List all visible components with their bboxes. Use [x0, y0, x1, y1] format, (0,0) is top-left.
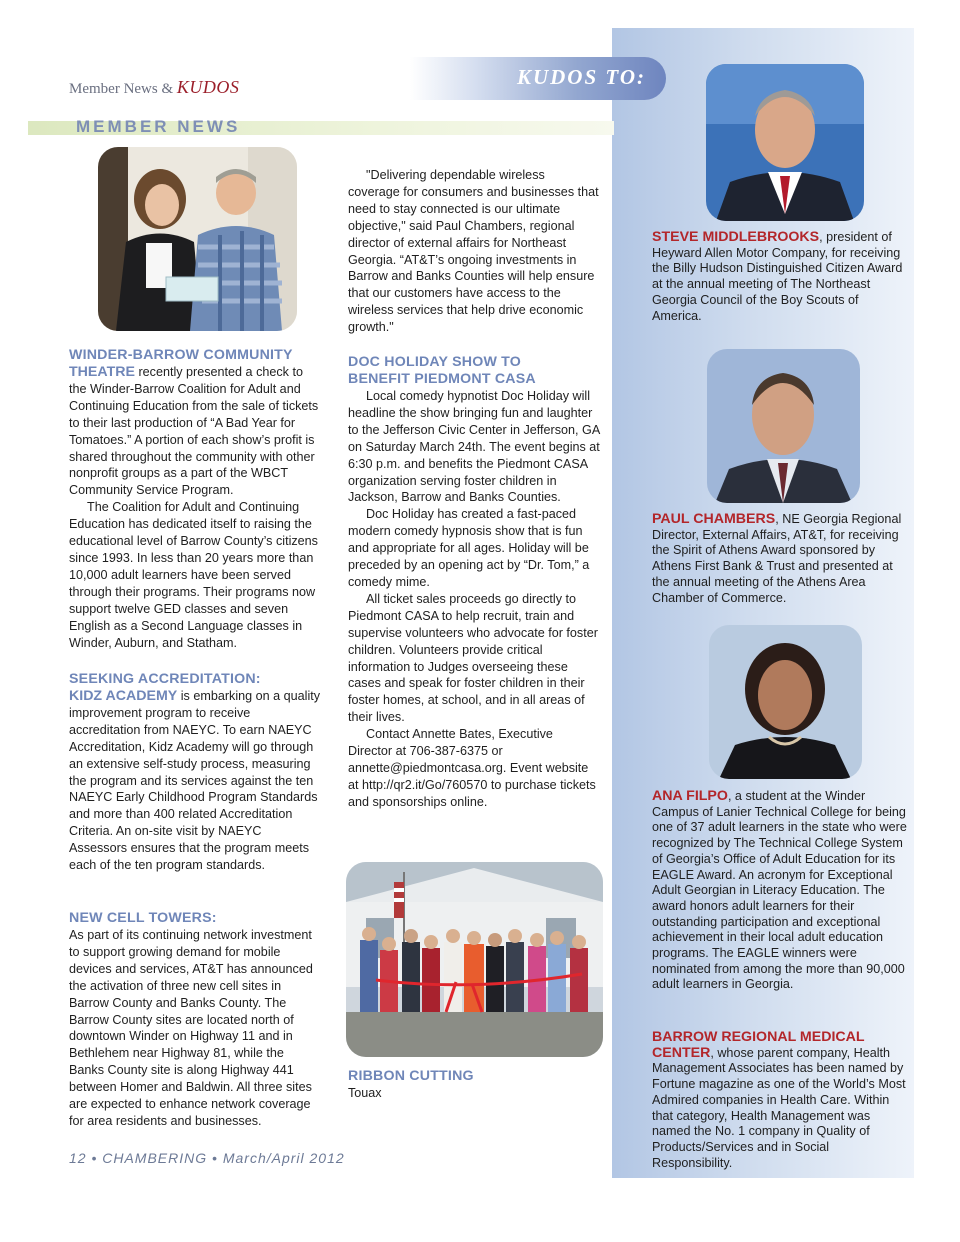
winder-article: [69, 347, 321, 651]
winder-heading-2: THEATRE: [69, 364, 135, 380]
kudos-text: , president of Heyward Allen Motor Company, for receiving the Billy Hudson Distinguished Citizen Award at the annual meeting of The Northeast Georgia Council of the Boy Scouts of America.: [652, 230, 903, 323]
kudos-tab-label: KUDOS TO:: [516, 65, 646, 89]
winder-paragraph-1: recently presented a check to the Winder-Barrow Coalition for Adult and Continuing Education from the sale of tickets to their last production of “A Bad Year for Tomatoes.” A portion of each show’s profit is shared throughout the community with other nonprofit groups as a part of the WBCT Community Service Program.: [69, 365, 319, 498]
kudos-steve-middlebrooks: [652, 230, 908, 324]
cell-paragraph-1: As part of its continuing network investment to support growing demand for mobile devices and services, AT&T has announced the activation of three new cell sites in Barrow County and Banks County. The Barrow County sites are located north of downtown Winder on Highway 11 and in Bethlehem near Highway 81, while the Banks County site is along Highway 441 between Homer and Baldwin. All three sites are expected to enhance network coverage for area residents and businesses.: [69, 928, 313, 1128]
kudos-name: PAUL CHAMBERS: [652, 511, 776, 527]
quote-paragraph: "Delivering dependable wireless coverage for consumers and businesses that need to stay connected is our ultimate objective," said Paul Chambers, regional director of external affairs for Northeast Georgia. “AT&T’s ongoing investments in Barrow and Banks Counties will help ensure that our customers have access to the wireless services that help drive economic growth.": [348, 168, 599, 335]
running-header-kudos: KUDOS: [176, 77, 240, 97]
winder-paragraph-2: The Coalition for Adult and Continuing Education has dedicated itself to raising the educational level of Barrow County’s citizens since 1993. In less than 20 years more than 10,000 adult learners have been served through their programs. Their programs now support twelve GED classes and seven English as a Second Language classes in Winder, Auburn, and Statham.: [69, 500, 318, 650]
doc-holiday-heading-2: BENEFIT PIEDMONT CASA: [348, 371, 536, 387]
quote-article: [348, 167, 600, 336]
running-header: [69, 77, 239, 98]
kudos-barrow-regional: [652, 1030, 908, 1171]
page-footer: 12 • CHAMBERING • March/April 2012: [69, 1150, 345, 1166]
cell-article: [69, 910, 321, 1130]
kudos-name-2: CENTER: [652, 1044, 711, 1061]
ana-filpo-portrait: [709, 625, 862, 779]
paul-chambers-portrait: [707, 349, 860, 503]
ribbon-cutting-photo: [346, 862, 603, 1057]
kudos-ana-filpo: [652, 789, 908, 993]
doc-holiday-paragraph-3: All ticket sales proceeds go directly to Piedmont CASA to help recruit, train and supervise volunteers who advocate for foster children. Volunteers provide critical information to Judges overseeing these cases and speak for foster children in their foster homes, at school, and in all areas of their lives.: [348, 591, 598, 725]
ribbon-cutting-caption-block: [348, 1068, 600, 1102]
kudos-tab: [410, 57, 666, 100]
section-title: MEMBER NEWS: [76, 117, 241, 136]
kudos-text: , a student at the Winder Campus of Lanier Technical College for being one of 37 adult learners in the state who were recognized by The Technical College System of Georgia’s Office of Adult Education for its EAGLE Award. An acronym for Exceptional Adult Georgian in Literacy Education. The award honors adult learners for their outstanding participation and exceptional achievement in their local adult education programs. The EAGLE winners were nominated from among the more than 90,000 adult learners in Georgia.: [652, 789, 907, 992]
kudos-name: BARROW REGIONAL MEDICAL: [652, 1029, 865, 1045]
cell-heading: NEW CELL TOWERS:: [69, 910, 217, 926]
steve-middlebrooks-portrait: [706, 64, 864, 221]
winder-heading: WINDER-BARROW COMMUNITY: [69, 347, 293, 363]
doc-holiday-heading: DOC HOLIDAY SHOW TO: [348, 354, 522, 370]
doc-holiday-paragraph-4: Contact Annette Bates, Executive Director at 706-387-6375 or annette@piedmontcasa.org. Event website at http://qr2.it/Go/760570 to purchase tickets and sponsorships online.: [348, 727, 596, 809]
kudos-name: STEVE MIDDLEBROOKS: [652, 229, 820, 245]
kudos-name: ANA FILPO: [652, 788, 728, 804]
kudos-paul-chambers: [652, 512, 908, 606]
kidz-heading: SEEKING ACCREDITATION:: [69, 671, 261, 687]
check-presentation-photo: [98, 147, 297, 331]
kudos-text: , whose parent company, Health Management Associates has been named by Fortune magazine as one of the World’s Most Admired companies in Health Care. Within that category, Health Management was named the No. 1 company in Quality of Products/Services and in Social Responsibility.: [652, 1045, 906, 1170]
kidz-paragraph-1: is embarking on a quality improvement program to receive accreditation from NAEYC. To earn NAEYC Accreditation, Kidz Academy will go through an extensive self-study process, measuring the program and its services against the ten NAEYC Early Childhood Program Standards and more than 400 related Accreditation Criteria. An on-site visit by NAEYC Assessors ensures that the program meets each of the ten program standards.: [69, 689, 321, 873]
doc-holiday-paragraph-2: Doc Holiday has created a fast-paced modern comedy hypnosis show that is fun and appropriate for all ages. Holiday will be preceded by an opening act by “Dr. Tom,” a comedy mime.: [348, 507, 590, 589]
ribbon-cutting-caption: Touax: [348, 1086, 382, 1100]
ribbon-cutting-heading: RIBBON CUTTING: [348, 1068, 474, 1084]
kidz-article: [69, 671, 321, 874]
kudos-text: , NE Georgia Regional Director, External Affairs, AT&T, for receiving the Spirit of Athens Award sponsored by Athens First Bank & Trust and presented at the annual meeting of the Athens Area Chamber of Commerce.: [652, 512, 902, 605]
running-header-prefix: Member News &: [69, 81, 174, 97]
doc-holiday-paragraph-1: Local comedy hypnotist Doc Holiday will headline the show bringing fun and laughter to the Jefferson Civic Center in Jefferson, GA on Saturday March 24th. The event begins at 6:30 p.m. and benefits the Piedmont CASA organization serving foster children in Jackson, Barrow and Banks Counties.: [348, 389, 600, 505]
kidz-heading-2: KIDZ ACADEMY: [69, 688, 178, 704]
doc-holiday-article: [348, 354, 600, 811]
